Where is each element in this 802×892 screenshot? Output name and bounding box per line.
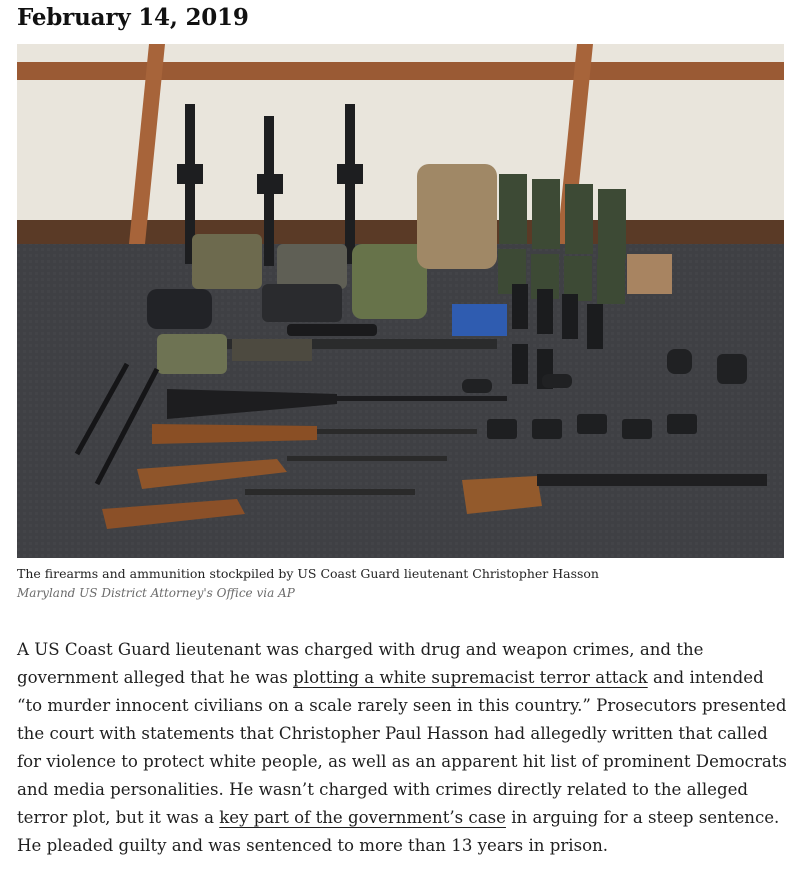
photo-credit: Maryland US District Attorney's Office via AP (17, 586, 295, 600)
article-text: A US Coast Guard lieutenant was charged with drug and weapon crimes, and the government alleged that he was (17, 640, 704, 687)
article-paragraph (17, 636, 789, 860)
photo-caption: The firearms and ammunition stockpiled by US Coast Guard lieutenant Christopher Hasson (17, 566, 599, 581)
terror-attack-link[interactable]: plotting a white supremacist terror attack (293, 668, 648, 687)
government-case-link[interactable]: key part of the government’s case (219, 808, 506, 827)
article-date: February 14, 2019 (17, 4, 249, 31)
article-text: in arguing for a steep sentence. He pleaded guilty and was sentenced to more than 13 years in prison. (17, 808, 780, 855)
evidence-photo (17, 44, 784, 558)
article-text: and intended “to murder innocent civilians on a scale rarely seen in this country.” Prosecutors presented the court with statements that Christopher Paul Hasson had allegedly written that called for violence to protect white people, as well as an apparent hit list of prominent Democrats and media personalities. He wasn’t charged with crimes directly related to the alleged terror plot, but it was a (17, 668, 787, 827)
